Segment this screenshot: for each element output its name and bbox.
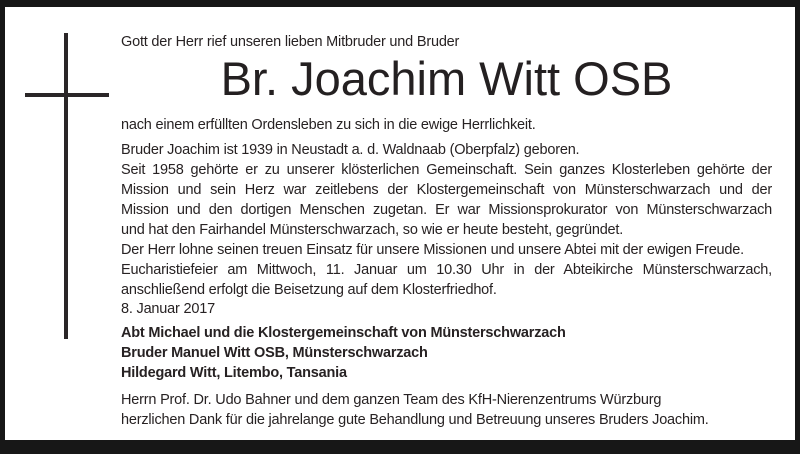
body-line: Mission und sein Herz war zeitlebens der Klostergemeinschaft von Münsterschwarzach und der	[121, 182, 772, 198]
body-line: Seit 1958 gehörte er zu unserer klösterlichen Gemeinschaft. Sein ganzes Klosterleben gehörte der	[121, 162, 772, 178]
intro-line: Gott der Herr rief unseren lieben Mitbruder und Bruder	[121, 34, 460, 50]
body-line: Mission und den dortigen Menschen zugetan. Er war Missionsprokurator von Münsterschwarzach	[121, 202, 772, 218]
notice-body	[121, 115, 772, 300]
mourners-block	[121, 323, 772, 383]
thanks-block	[121, 390, 772, 430]
deceased-name: Br. Joachim Witt OSB	[220, 52, 673, 105]
body-line: nach einem erfüllten Ordensleben zu sich in die ewige Herrlichkeit.	[121, 117, 536, 133]
mourner-line: Abt Michael und die Klostergemeinschaft von Münsterschwarzach	[121, 325, 566, 341]
cross-vertical-bar	[64, 33, 68, 339]
cross-horizontal-bar	[25, 93, 109, 97]
body-line: Bruder Joachim ist 1939 in Neustadt a. d. Waldnaab (Oberpfalz) geboren.	[121, 142, 580, 158]
notice-date: 8. Januar 2017	[121, 301, 215, 317]
body-line: Eucharistiefeier am Mittwoch, 11. Januar um 10.30 Uhr in der Abteikirche Münsterschwarzach,	[121, 262, 772, 278]
body-line: und hat den Fairhandel Münsterschwarzach, so wie er heute besteht, gegründet.	[121, 222, 624, 238]
mourner-line: Hildegard Witt, Litembo, Tansania	[121, 365, 347, 381]
thanks-line: herzlichen Dank für die jahrelange gute Behandlung und Betreuung unseres Bruders Joachim.	[121, 412, 709, 428]
mourner-line: Bruder Manuel Witt OSB, Münsterschwarzach	[121, 345, 428, 361]
body-line: anschließend erfolgt die Beisetzung auf dem Klosterfriedhof.	[121, 282, 497, 298]
body-line: Der Herr lohne seinen treuen Einsatz für unsere Missionen und unsere Abtei mit der ewigen Freude.	[121, 242, 744, 258]
notice-paper	[5, 7, 795, 440]
thanks-line: Herrn Prof. Dr. Udo Bahner und dem ganzen Team des KfH-Nierenzentrums Würzburg	[121, 392, 662, 408]
